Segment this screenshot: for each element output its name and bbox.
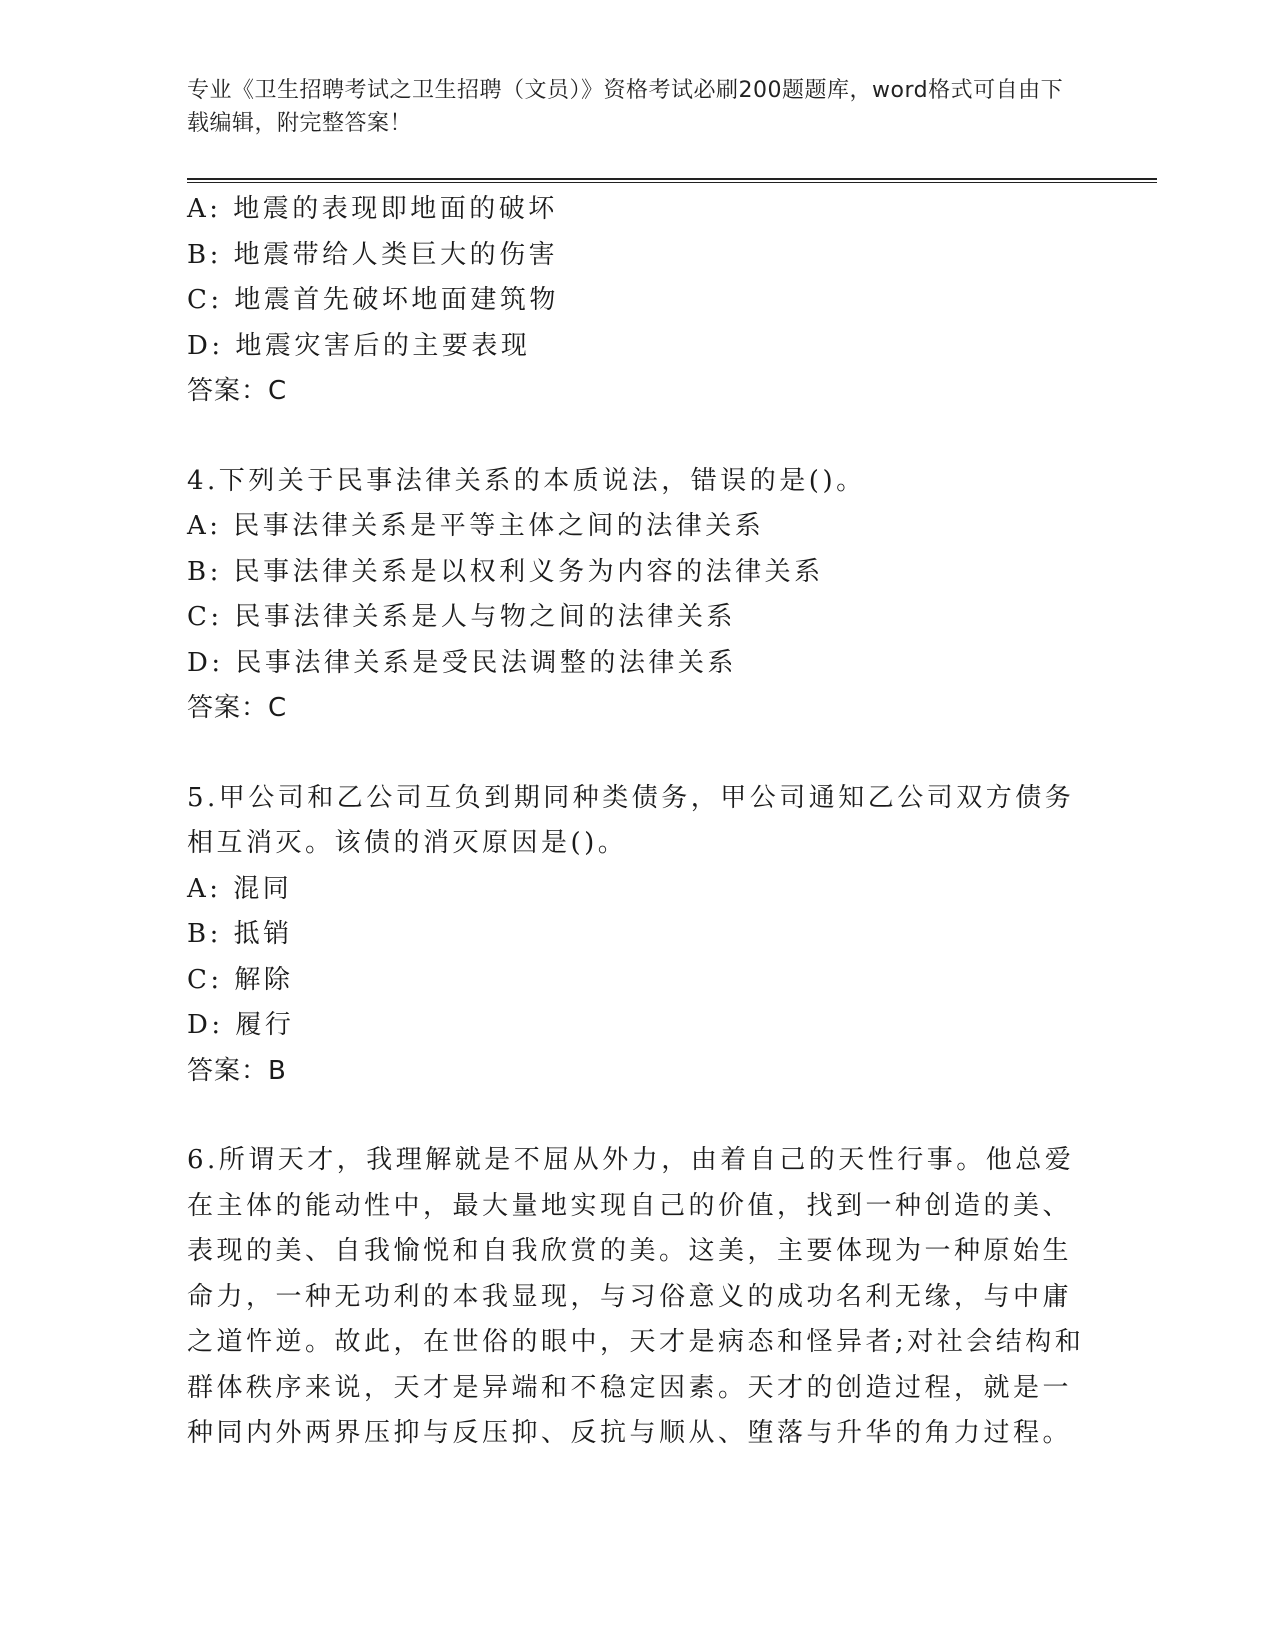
question-6-stem-line-1: 6.所谓天才，我理解就是不屈从外力，由着自己的天性行事。他总爱	[187, 1145, 1075, 1175]
question-4-option-b: B: 民事法律关系是以权利义务为内容的法律关系	[187, 556, 824, 587]
question-6-block	[187, 1138, 1087, 1457]
question-6-stem-line-5: 之道忤逆。故此，在世俗的眼中，天才是病态和怪异者;对社会结构和	[187, 1327, 1085, 1357]
spacer	[187, 415, 1087, 459]
question-3-block	[187, 187, 1087, 415]
spacer	[187, 732, 1087, 776]
question-4-stem: 4.下列关于民事法律关系的本质说法，错误的是()。	[187, 465, 866, 496]
question-4-block	[187, 459, 1087, 732]
question-5-block	[187, 776, 1087, 1095]
question-5-option-d: D: 履行	[187, 1010, 295, 1040]
question-4-option-a: A: 民事法律关系是平等主体之间的法律关系	[187, 511, 765, 541]
question-6-stem-line-6: 群体秩序来说，天才是异端和不稳定因素。天才的创造过程，就是一	[187, 1372, 1073, 1403]
question-3-option-d: D: 地震灾害后的主要表现	[187, 330, 531, 361]
question-3-answer: 答案：C	[187, 376, 288, 406]
question-5-option-c: C: 解除	[187, 964, 294, 995]
question-3-option-a: A: 地震的表现即地面的破坏	[187, 194, 558, 224]
question-6-stem-line-7: 种同内外两界压抑与反压抑、反抗与顺从、堕落与升华的角力过程。	[187, 1418, 1073, 1448]
question-4-answer: 答案：C	[187, 693, 288, 723]
question-3-option-b: B: 地震带给人类巨大的伤害	[187, 239, 559, 270]
question-5-answer: 答案：B	[187, 1055, 287, 1086]
question-6-stem-line-3: 表现的美、自我愉悦和自我欣赏的美。这美，主要体现为一种原始生	[187, 1236, 1073, 1266]
spacer	[187, 1094, 1087, 1138]
question-6-stem-line-4: 命力，一种无功利的本我显现，与习俗意义的成功名利无缘，与中庸	[187, 1281, 1073, 1312]
question-5-stem-line-2: 相互消灭。该债的消灭原因是()。	[187, 828, 628, 858]
question-5-option-a: A: 混同	[187, 873, 293, 904]
question-4-option-d: D: 民事法律关系是受民法调整的法律关系	[187, 647, 737, 678]
question-6-stem-line-2: 在主体的能动性中，最大量地实现自己的价值，找到一种创造的美、	[187, 1190, 1073, 1221]
document-body	[187, 187, 1087, 1457]
question-5-stem-line-1: 5.甲公司和乙公司互负到期同种类债务，甲公司通知乙公司双方债务	[187, 782, 1075, 813]
question-5-option-b: B: 抵销	[187, 919, 293, 949]
question-4-option-c: C: 民事法律关系是人与物之间的法律关系	[187, 602, 736, 632]
document-header: 专业《卫生招聘考试之卫生招聘（文员）》资格考试必刷200题题库，word格式可自由下载编辑，附完整答案！	[187, 78, 1064, 136]
header-divider	[187, 178, 1157, 183]
question-3-option-c: C: 地震首先破坏地面建筑物	[187, 285, 559, 315]
